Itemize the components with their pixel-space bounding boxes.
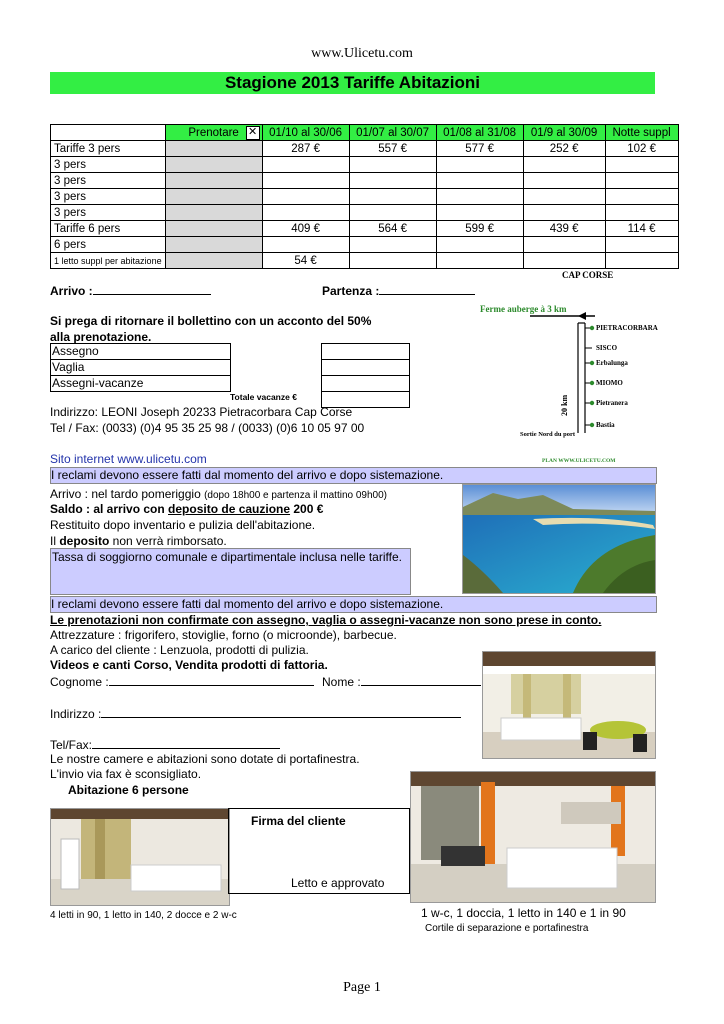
map-place: PIETRACORBARA [596,324,658,332]
telfax-field[interactable]: Tel/Fax: [50,737,280,752]
caption-room-b: Cortile di separazione e portafinestra [425,923,589,934]
fax-note: L'invio via fax è sconsigliato. [50,767,202,781]
table-row: 3 pers [51,173,679,189]
map-title: CAP CORSE [562,270,614,280]
checkbox-cross-icon: ✕ [246,126,260,140]
map-exit: Sortie Nord du port [520,431,576,438]
reclami-note-2: I reclami devono essere fatti dal momento del arrivo e dopo sistemazione. [50,596,657,613]
room-image-2 [51,809,229,905]
room-photo-2 [50,808,230,906]
map-credit: PLAN WWW.ULICETU.COM [542,458,616,464]
payment-amounts [321,343,410,408]
column-header: 01/08 al 31/08 [436,125,523,141]
rates-table [50,124,679,269]
map-place: Erbalunga [596,359,628,367]
map-distance: 20 km [560,394,569,416]
page-number: Page 1 [343,980,381,995]
payment-assegno: Assegno [50,343,231,360]
column-header: 01/07 al 30/07 [349,125,436,141]
directions-map [470,268,670,468]
room-photo-3 [410,771,656,903]
map-dot [590,401,594,405]
caption-6-persone: 4 letti in 90, 1 letto in 140, 2 docce e 2 w-c [50,910,237,921]
restituito: Restituito dopo inventario e pulizia dell'abitazione. [50,518,316,532]
totale-label: Totale vacanze € [230,392,297,402]
arrivo-label: Arrivo : [50,283,211,298]
cognome-field[interactable]: Cognome : [50,674,314,689]
map-dot [590,423,594,427]
caption-room-a: 1 w-c, 1 doccia, 1 letto in 140 e 1 in 90 [421,906,626,920]
column-header: Prenotare ✕ [165,125,262,141]
map-dot [590,361,594,365]
room-image-1 [483,652,655,758]
map-place: MIOMO [596,379,623,387]
abitazione-6-title: Abitazione 6 persone [68,783,189,797]
website-link[interactable]: Sito internet www.ulicetu.com [50,452,207,466]
map-ferme: Ferme auberge à 3 km [480,304,567,314]
column-header: Notte suppl [605,125,678,141]
signature-box[interactable] [228,808,410,894]
table-row: Tariffe 6 pers 409 € 564 € 599 € 439 € 114 € [51,221,679,237]
beach-image [463,485,655,593]
camere-note: Le nostre camere e abitazioni sono dotate di portafinestra. [50,752,360,766]
videos-note: Videos e canti Corso, Vendita prodotti di fattoria. [50,658,328,672]
indirizzo-field[interactable]: Indirizzo : [50,706,461,721]
saldo-line: Saldo : al arrivo con deposito de cauzione 200 € [50,502,324,516]
page-title: Stagione 2013 Tariffe Abitazioni [50,72,655,94]
partenza-label: Partenza : [322,283,475,298]
column-header: 01/10 al 30/06 [262,125,349,141]
table-row: Tariffe 3 pers 287 € 557 € 577 € 252 € 102 € [51,141,679,157]
map-place: Bastia [596,421,615,429]
payment-assegni-vacanze: Assegni-vacanze [50,376,231,392]
deposit-note: Si prega di ritornare il bollettino con un acconto del 50% alla prenotazione. [50,314,372,344]
table-row: 3 pers [51,189,679,205]
payment-list [50,343,231,392]
deposito-line: Il deposito non verrà rimborsato. [50,534,227,548]
payment-vaglia: Vaglia [50,360,231,376]
map-place: Pietranera [596,399,628,407]
map-lines [470,268,670,468]
table-row: 3 pers [51,157,679,173]
room-photo-1 [482,651,656,759]
table-row: 3 pers [51,205,679,221]
carico-cliente: A carico del cliente : Lenzuola, prodotti di pulizia. [50,643,309,657]
table-row: 1 letto suppl per abitazione 54 € [51,253,679,269]
map-place: SISCO [596,344,618,352]
map-dot [590,381,594,385]
prenotazioni-note: Le prenotazioni non confirmate con assegno, vaglia o assegni-vacanze non sono prese in conto. [50,613,602,627]
letto-approvato: Letto e approvato [291,876,385,890]
address: Indirizzo: LEONI Joseph 20233 Pietracorbara Cap Corse [50,405,353,419]
phone: Tel / Fax: (0033) (0)4 95 35 25 98 / (0033) (0)6 10 05 97 00 [50,421,365,435]
beach-photo [462,484,656,594]
column-header: 01/9 al 30/09 [523,125,605,141]
map-dot [590,326,594,330]
tassa-note: Tassa di soggiorno comunale e dipartimentale inclusa nelle tariffe. [50,548,411,595]
table-row: 6 pers [51,237,679,253]
table-header-row [51,125,679,141]
room-image-3 [411,772,655,902]
nome-field[interactable]: Nome : [322,674,481,689]
attrezzature: Attrezzature : frigorifero, stoviglie, forno (o microonde), barbecue. [50,628,397,642]
reclami-note: I reclami devono essere fatti dal momento del arrivo e dopo sistemazione. [50,467,657,484]
arrivo-time: Arrivo : nel tardo pomeriggio (dopo 18h00 e partenza il mattino 09h00) [50,487,387,501]
site-header: www.Ulicetu.com [311,46,413,61]
firma-label: Firma del cliente [251,814,346,828]
